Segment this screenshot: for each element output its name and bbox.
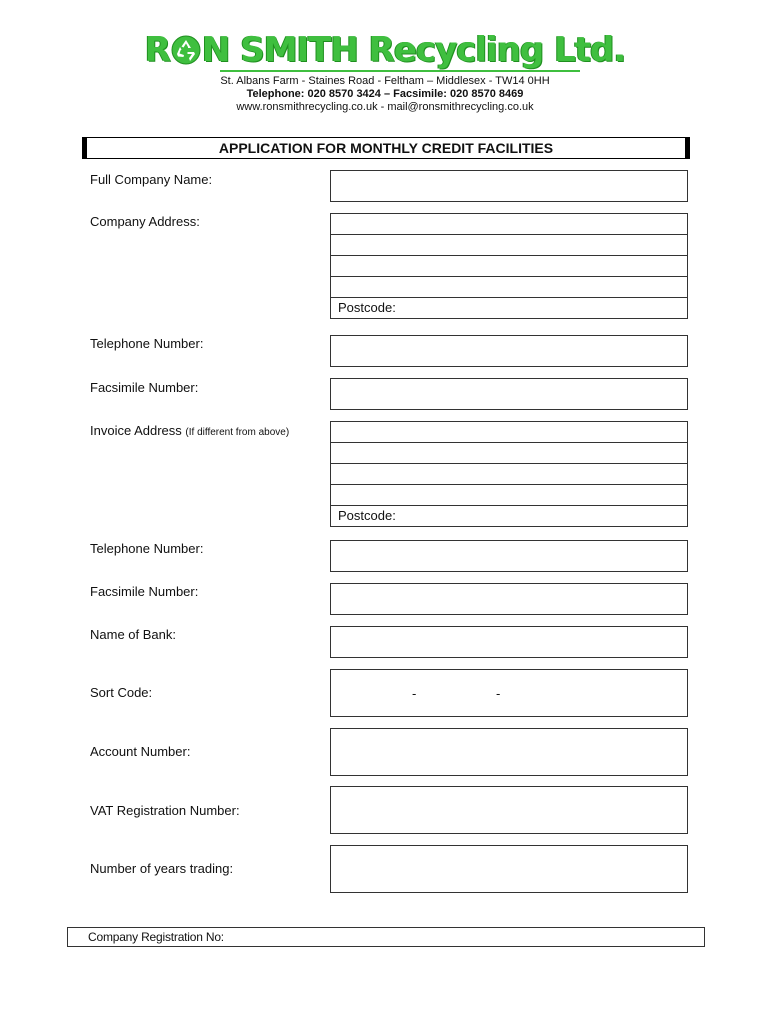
logo-text-right: N SMITH Recycling Ltd. <box>201 30 626 70</box>
invoice-address-line-4[interactable] <box>330 484 688 505</box>
invoice-telephone-label: Telephone Number: <box>90 541 204 556</box>
form-title-bar <box>82 137 690 159</box>
company-address-line-1[interactable] <box>330 213 688 234</box>
company-address-line-2[interactable] <box>330 234 688 255</box>
company-name-field[interactable] <box>330 170 688 202</box>
invoice-address-line-2[interactable] <box>330 442 688 463</box>
vat-number-field[interactable] <box>330 786 688 834</box>
sort-code-field[interactable] <box>330 669 688 717</box>
telephone-label: Telephone Number: <box>90 336 204 351</box>
invoice-postcode-field[interactable] <box>330 505 688 527</box>
invoice-facsimile-label: Facsimile Number: <box>90 584 199 599</box>
postcode-label: Postcode: <box>338 300 396 315</box>
sort-code-separator: - <box>496 686 501 701</box>
facsimile-label: Facsimile Number: <box>90 380 199 395</box>
account-number-field[interactable] <box>330 728 688 776</box>
company-logo <box>0 30 770 70</box>
phone-line: Telephone: 020 8570 3424 – Facsimile: 020 8570 8469 <box>246 88 524 100</box>
account-number-label: Account Number: <box>90 744 191 759</box>
company-name-label: Full Company Name: <box>90 172 213 187</box>
invoice-address-label-text: Invoice Address <box>90 423 182 438</box>
company-address-line-3[interactable] <box>330 255 688 276</box>
sort-code-label: Sort Code: <box>90 685 153 700</box>
web-line: www.ronsmithrecycling.co.uk - mail@ronsmithrecycling.co.uk <box>236 101 534 113</box>
sort-code-separator: - <box>412 686 417 701</box>
form-title: APPLICATION FOR MONTHLY CREDIT FACILITIES <box>87 138 685 158</box>
years-trading-label: Number of years trading: <box>90 861 234 876</box>
invoice-telephone-field[interactable] <box>330 540 688 572</box>
company-registration-label: Company Registration No: <box>88 930 224 944</box>
invoice-address-field[interactable] <box>330 421 688 527</box>
postcode-label: Postcode: <box>338 508 396 523</box>
company-address-field[interactable] <box>330 213 688 319</box>
telephone-field[interactable] <box>330 335 688 367</box>
years-trading-field[interactable] <box>330 845 688 893</box>
vat-number-label: VAT Registration Number: <box>90 803 240 818</box>
invoice-facsimile-field[interactable] <box>330 583 688 615</box>
invoice-address-line-3[interactable] <box>330 463 688 484</box>
address-line: St. Albans Farm - Staines Road - Feltham – Middlesex - TW14 0HH <box>220 75 550 87</box>
company-postcode-field[interactable] <box>330 297 688 319</box>
logo-underline <box>220 70 580 72</box>
bank-name-label: Name of Bank: <box>90 627 176 642</box>
recycle-icon <box>171 34 201 64</box>
company-address-label: Company Address: <box>90 214 200 229</box>
logo-text-left: R <box>144 30 170 70</box>
facsimile-field[interactable] <box>330 378 688 410</box>
invoice-address-line-1[interactable] <box>330 421 688 442</box>
invoice-address-label <box>90 423 289 441</box>
company-registration-field[interactable] <box>67 927 705 947</box>
invoice-address-note: (If different from above) <box>185 427 290 438</box>
company-address-line-4[interactable] <box>330 276 688 297</box>
bank-name-field[interactable] <box>330 626 688 658</box>
